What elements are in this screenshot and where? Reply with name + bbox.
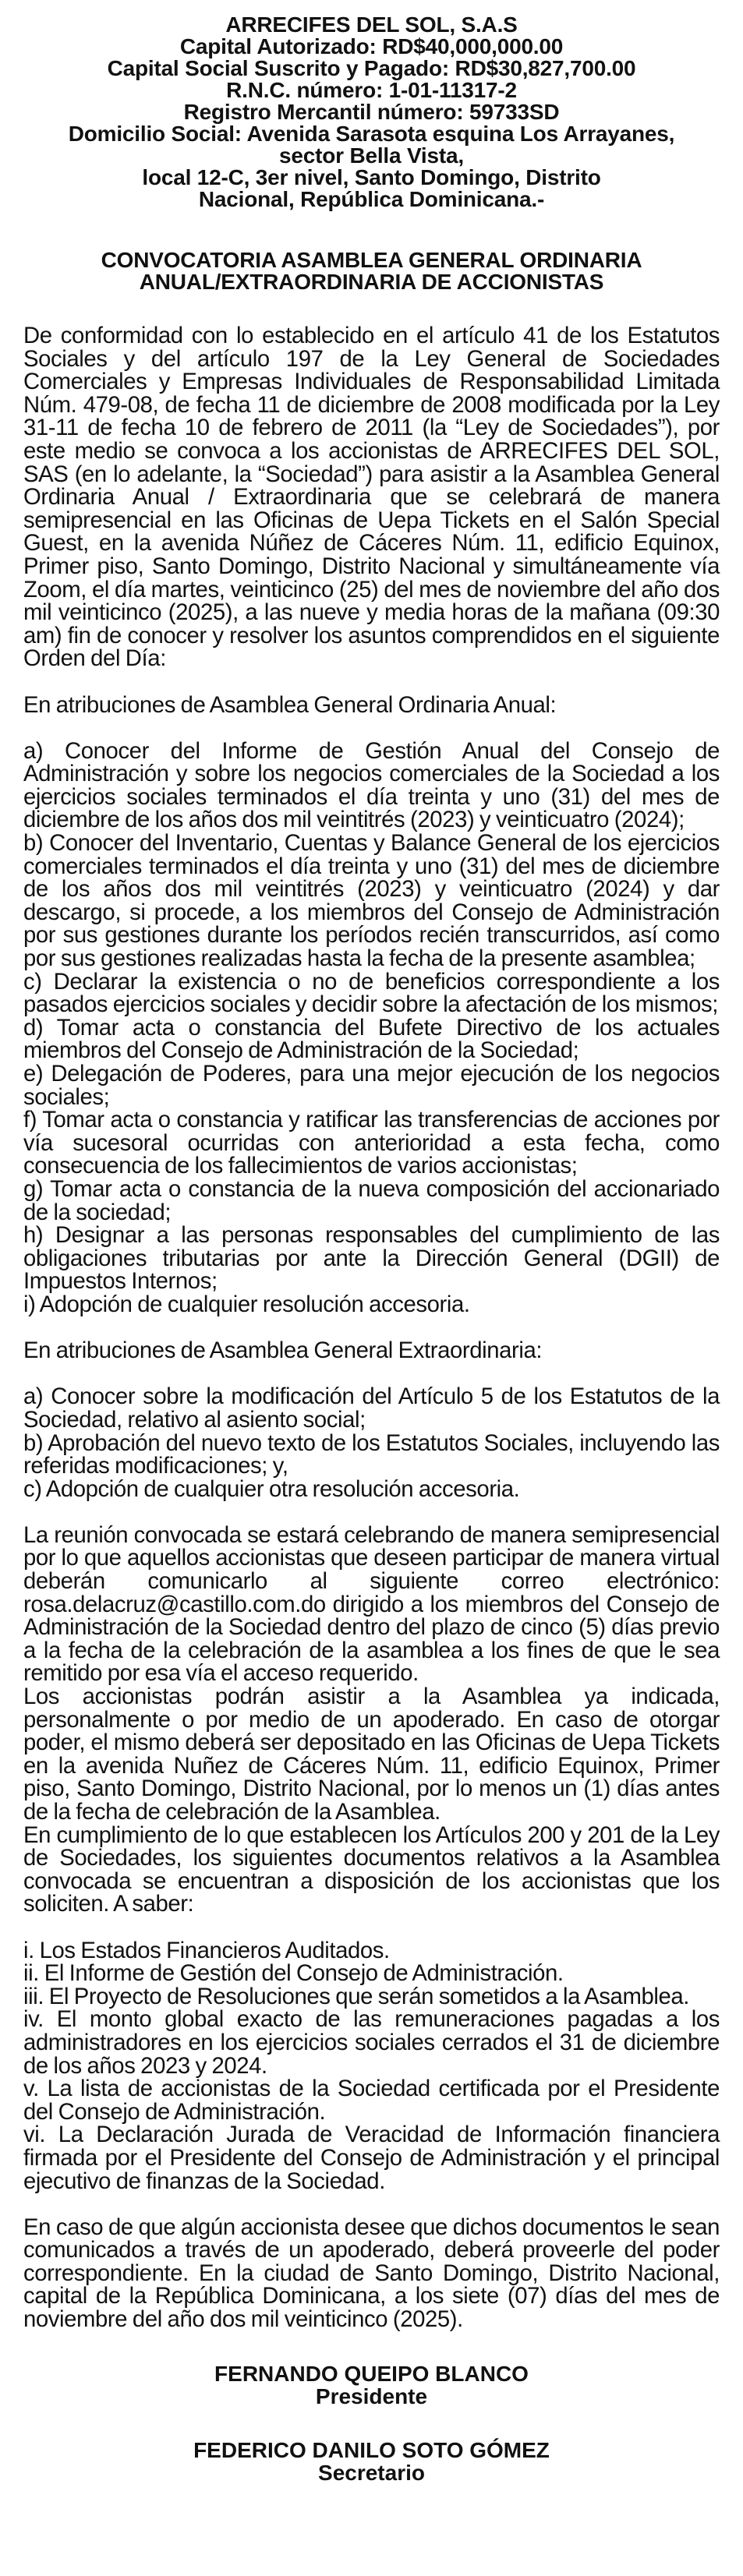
agenda-item: a) Conocer del Informe de Gestión Anual del Consejo de Administración y sobre los negocios comerciales de la Sociedad a los ejercicios sociales terminados el día treinta y uno (31) del mes de diciembre de los años dos mil veintitrés (2023) y veinticuatro (2024); xyxy=(23,737,720,833)
agenda-item: c) Declarar la existencia o no de beneficios correspondiente a los pasados ejercicios sociales y decidir sobre la afectación de los mismos; xyxy=(23,968,720,1018)
agenda-item: c) Adopción de cualquier otra resolución accesoria. xyxy=(23,1475,520,1502)
address-line: local 12-C, 3er nivel, Santo Domingo, Distrito xyxy=(142,165,601,189)
agenda-item: h) Designar a las personas responsables del cumplimiento de las obligaciones tributarias por ante la Dirección General (DGII) de Impuestos Internos; xyxy=(23,1222,720,1295)
document-item: v. La lista de accionistas de la Sociedad certificada por el Presidente del Consejo de Administración. xyxy=(23,2076,720,2125)
rnc-number: R.N.C. número: 1-01-11317-2 xyxy=(226,78,517,102)
registry-number: Registro Mercantil número: 59733SD xyxy=(183,100,560,124)
meeting-paragraph: En cumplimiento de lo que establecen los Artículos 200 y 201 de la Ley de Sociedades, los siguientes documentos relativos a la Asamblea convocada se encuentran a disposición de los accionistas que los soliciten. A saber: xyxy=(23,1822,720,1917)
agenda-item: g) Tomar acta o constancia de la nueva composición del accionariado de la sociedad; xyxy=(23,1175,720,1225)
title-line: CONVOCATORIA ASAMBLEA GENERAL ORDINARIA xyxy=(101,248,642,272)
address-line: sector Bella Vista, xyxy=(279,143,464,168)
agenda-item: d) Tomar acta o constancia del Bufete Directivo de los actuales miembros del Consejo de Administración de la Sociedad; xyxy=(23,1014,720,1064)
document-item: ii. El Informe de Gestión del Consejo de Administración. xyxy=(23,1960,564,1987)
closing-paragraph: En caso de que algún accionista desee que dichos documentos le sean comunicados a través de un apoderado, deberá proveerle del poder correspondiente. En la ciudad de Santo Domingo, Distrito Nacional, capital de la República Dominicana, a los siete (07) días del mes de noviembre del año dos mil veinticinco (2025). xyxy=(23,2214,720,2333)
agenda-item: b) Aprobación del nuevo texto de los Estatutos Sociales, incluyendo las referidas modificaciones; y, xyxy=(23,1429,720,1479)
agenda-item: a) Conocer sobre la modificación del Artículo 5 de los Estatutos de la Sociedad, relativo al asiento social; xyxy=(23,1383,720,1433)
intro-paragraph: De conformidad con lo establecido en el artículo 41 de los Estatutos Sociales y del artículo 197 de la Ley General de Sociedades Comerciales y Empresas Individuales de Responsabilidad Limitada Núm. 479-08, de fecha 11 de diciembre de 2008 modificada por la Ley 31-11 de fecha 10 de febrero de 2011 (la “Ley de Sociedades”), por este medio se convoca a los accionistas de ARRECIFES DEL SOL, SAS (en lo adelante, la “Sociedad”) para asistir a la Asamblea General Ordinaria Anual / Extraordinaria que se celebrará de manera semipresencial en las Oficinas de Uepa Tickets en el Salón Special Guest, en la avenida Núñez de Cáceres Núm. 11, edificio Equinox, Primer piso, Santo Domingo, Distrito Nacional y simultáneamente vía Zoom, el día martes, veinticinco (25) del mes de noviembre del año dos mil veinticinco (2025), a las nueve y media horas de la mañana (09:30 am) fin de conocer y resolver los asuntos comprendidos en el siguiente Orden del Día: xyxy=(23,323,720,672)
document-item: vi. La Declaración Jurada de Veracidad de Información financiera firmada por el Presidente del Consejo de Administración y el principal ejecutivo de finanzas de la Sociedad. xyxy=(23,2122,720,2194)
document-item: iv. El monto global exacto de las remuneraciones pagadas a los administradores en los ejercicios sociales cerrados el 31 de diciembre de los años 2023 y 2024. xyxy=(23,2006,720,2079)
signatory-role: Presidente xyxy=(315,2383,428,2408)
agenda-item: f) Tomar acta o constancia y ratificar las transferencias de acciones por vía sucesoral ocurridas con anterioridad a esta fecha, como consecuencia de los fallecimientos de varios accionistas; xyxy=(23,1107,720,1179)
company-name: ARRECIFES DEL SOL, S.A.S xyxy=(225,12,518,37)
extraordinary-heading: En atribuciones de Asamblea General Extraordinaria: xyxy=(23,1337,543,1364)
agenda-item: i) Adopción de cualquier resolución accesoria. xyxy=(23,1291,470,1317)
signatory-role: Secretario xyxy=(318,2460,425,2485)
paid-capital: Capital Social Suscrito y Pagado: RD$30,827,700.00 xyxy=(107,56,636,80)
meeting-paragraph: La reunión convocada se estará celebrando de manera semipresencial por lo que aquellos accionistas que deseen participar de manera virtual deberán comunicarlo al siguiente correo electrónico: rosa.delacruz@castillo.com.do dirigido a los miembros del Consejo de Administración de la Sociedad dentro del plazo de cinco (5) días previo a la fecha de la celebración de la asamblea a los fines de que le sea remitido por esa vía el acceso requerido. xyxy=(23,1521,720,1687)
notice-body xyxy=(23,324,720,2331)
signatory-name: FERNANDO QUEIPO BLANCO xyxy=(214,2361,529,2386)
agenda-item: e) Delegación de Poderes, para una mejor ejecución de los negocios sociales; xyxy=(23,1061,720,1110)
signatory-name: FEDERICO DANILO SOTO GÓMEZ xyxy=(193,2437,550,2462)
ordinary-heading: En atribuciones de Asamblea General Ordinaria Anual: xyxy=(23,691,557,718)
signature-block xyxy=(23,2439,720,2484)
company-header xyxy=(23,14,720,210)
authorized-capital: Capital Autorizado: RD$40,000,000.00 xyxy=(179,34,564,58)
notice-title xyxy=(23,249,720,293)
document-item: i. Los Estados Financieros Auditados. xyxy=(23,1937,390,1963)
signature-block xyxy=(23,2362,720,2408)
address-line: Domicilio Social: Avenida Sarasota esquina Los Arrayanes, xyxy=(68,122,675,146)
meeting-paragraph: Los accionistas podrán asistir a la Asamblea ya indicada, personalmente o por medio de un apoderado. En caso de otorgar poder, el mismo deberá ser depositado en las Oficinas de Uepa Tickets en la avenida Nuñez de Cáceres Núm. 11, edificio Equinox, Primer piso, Santo Domingo, Distrito Nacional, por lo menos un (1) días antes de la fecha de celebración de la Asamblea. xyxy=(23,1684,720,1825)
agenda-item: b) Conocer del Inventario, Cuentas y Balance General de los ejercicios comerciales terminados el día treinta y uno (31) del mes de diciembre de los años dos mil veintitrés (2023) y veinticuatro (2024) y dar descargo, si procede, a los miembros del Consejo de Administración por sus gestiones durante los períodos recién transcurridos, así como por sus gestiones realizadas hasta la fecha de la presente asamblea; xyxy=(23,830,720,972)
address-line: Nacional, República Dominicana.- xyxy=(198,187,545,211)
title-line: ANUAL/EXTRAORDINARIA DE ACCIONISTAS xyxy=(139,270,604,294)
document-item: iii. El Proyecto de Resoluciones que serán sometidos a la Asamblea. xyxy=(23,1983,689,2009)
